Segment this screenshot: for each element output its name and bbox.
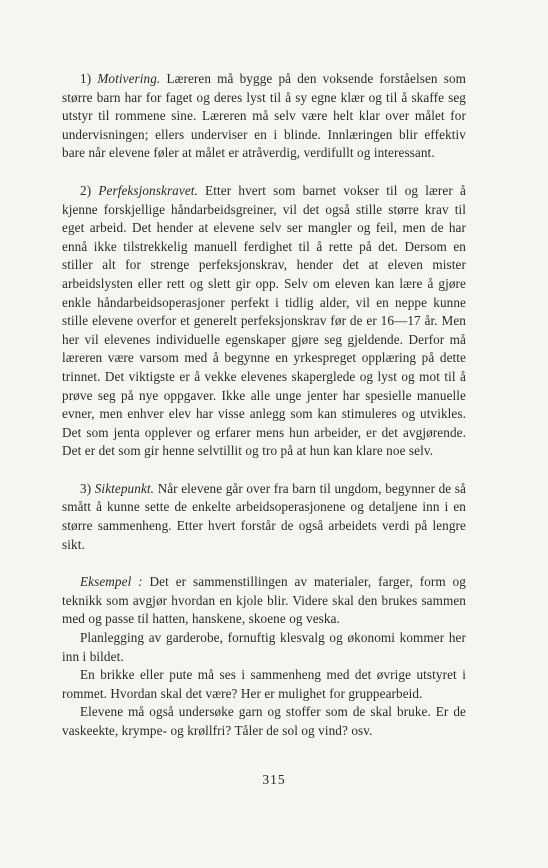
paragraph-siktepunkt — [62, 480, 466, 554]
paragraph-motivering — [62, 70, 466, 163]
section-text: Læreren må bygge på den voksende forståelsen som større barn har for faget og deres lyst til å sy egne klær og til å skaffe seg utstyr til rommene sine. Læreren må selv være helt klar over målet for undervisningen; ellers underviser en i blinde. Innlæringen blir effektiv bare når elevene føler at målet er atråverdig, verdifullt og interessant. — [62, 71, 466, 161]
section-title: Siktepunkt. — [94, 480, 155, 496]
paragraph-eksempel-3: Elevene må også undersøke garn og stoffer som de skal bruke. Er de vaskeekte, krympe- og krøllfri? Tåler de sol og vind? osv. — [62, 704, 466, 738]
page-number: 315 — [262, 772, 286, 787]
paragraph-perfeksjonskravet — [62, 182, 466, 461]
section-title: Perfeksjonskravet. — [98, 182, 198, 198]
paragraph-eksempel — [62, 573, 466, 629]
section-number: 2) — [80, 182, 92, 198]
section-title: Motivering. — [97, 71, 161, 86]
section-number: 1) — [80, 71, 92, 86]
section-text: Når elevene går over fra barn til ungdom, begynner de så smått å kunne sette de enkelte arbeidsoperasjonene og detaljene inn i en større sammenheng. Etter hvert forstår de også arbeidets verdi på lengre sikt. — [62, 480, 466, 552]
section-text: Etter hvert som barnet vokser til og lærer å kjenne forskjellige håndarbeidsgreiner, vil det også stille større krav til eget arbeid. Det hender at elevene selv ser mangler og feil, men de har ennå ikke tilstrekkelig manuell ferdighet til å rette på det. Dersom en stiller alt for strenge perfeksjonskrav, hender det at eleven mister arbeidslysten eller rett og slett gir opp. Selv om eleven kan lære å gjøre enkle håndarbeidsoperasjoner perfekt i tidlig alder, vil en neppe kunne stille elevene overfor et generelt perfeksjonskrav før de er 16—17 år. Men her vil elevenes individuelle egenskaper gjøre seg gjeldende. Derfor må læreren være varsom med å begynne en yrkespreget opplæring på dette trinnet. Det viktigste er å vekke elevenes skaperglede og lyst og mot til å prøve seg på nye oppgaver. Ikke alle unge jenter har spesielle manuelle evner, men enhver elev har visse anlegg som kan stimuleres og utvikles. Det som jenta opplever og erfarer mens hun arbeider, er det avgjørende. Det er det som gir henne selvtillit og tro på at hun kan klare noe selv. — [62, 182, 466, 459]
section-number: 3) — [80, 480, 92, 496]
paragraph-eksempel-2: En brikke eller pute må ses i sammenheng med det øvrige utstyret i rommet. Hvordan skal det være? Her er mulighet for gruppearbeid. — [62, 667, 466, 701]
example-label: Eksempel : — [80, 574, 143, 590]
body-text — [62, 70, 466, 741]
example-text: Det er sammenstillingen av materialer, farger, form og teknikk som avgjør hvordan en kjole blir. Videre skal den brukes sammen med og passe til hatten, hanskene, skoene og veska. — [62, 574, 466, 627]
paragraph-eksempel-1: Planlegging av garderobe, fornuftig klesvalg og økonomi kommer her inn i bildet. — [62, 630, 466, 664]
